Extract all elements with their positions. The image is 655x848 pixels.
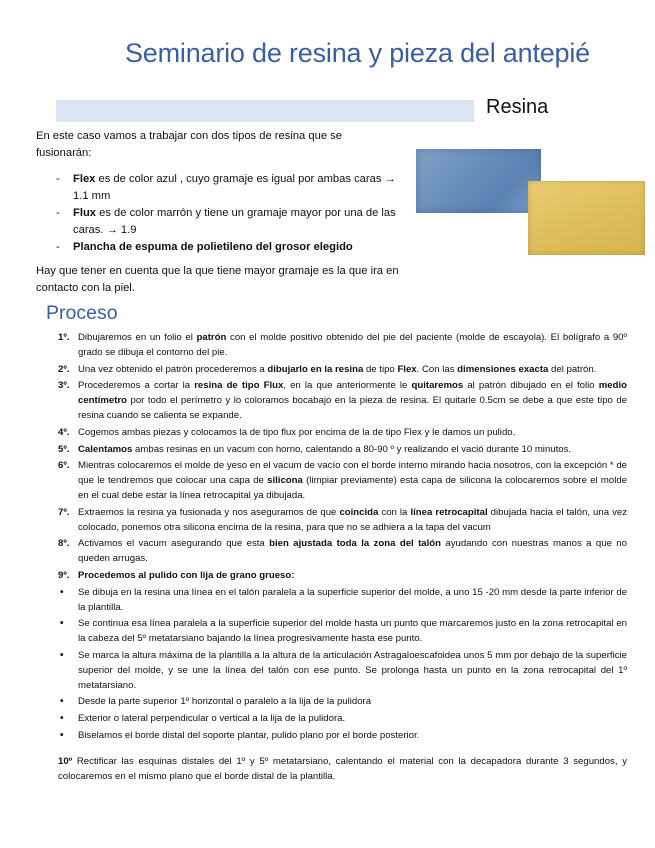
material-description: es de color marrón y tiene un gramaje mayor por una de las caras. → 1.9 bbox=[73, 207, 396, 236]
step-text: ayudando con nuestras manos a que no queden arrugas. bbox=[78, 538, 627, 565]
bullet-item bbox=[58, 586, 627, 616]
step-number: • bbox=[60, 696, 64, 708]
step-text: resina de tipo Flux bbox=[194, 380, 284, 392]
step-item bbox=[58, 363, 627, 378]
bullet-item bbox=[58, 617, 627, 647]
step-number: • bbox=[60, 713, 64, 725]
step-text: del patrón. bbox=[548, 363, 597, 375]
step-number: 3º. bbox=[58, 380, 70, 392]
step-item bbox=[58, 459, 627, 503]
step-number: 9º. bbox=[58, 569, 70, 581]
step-number: 6º. bbox=[58, 460, 70, 472]
section-header-bar bbox=[56, 100, 474, 122]
list-item: - Plancha de espuma de polietileno del grosor elegido bbox=[56, 241, 353, 253]
bullet-item bbox=[58, 712, 627, 727]
step-text: Rectificar las esquinas distales del 1º y 5º metatarsiano, calentando el material con la decapadora durante 3 segundos, y colocaremos en el mismo plano que el borde distal de la plantilla. bbox=[58, 756, 627, 782]
step-number: 1º. bbox=[58, 332, 70, 343]
step-item bbox=[58, 379, 627, 423]
step-item bbox=[58, 426, 627, 441]
list-item: - Flex es de color azul , cuyo gramaje es igual por ambas caras → 1.1 mm bbox=[56, 173, 396, 202]
step-number: • bbox=[60, 618, 64, 630]
step-text: Dibujaremos en un folio el bbox=[78, 332, 197, 343]
note-paragraph: Hay que tener en cuenta que la que tiene mayor gramaje es la que ira en contacto con la piel. bbox=[36, 265, 399, 294]
process-heading: Proceso bbox=[46, 302, 118, 324]
step-text: Se dibuja en la resina una línea en el talón paralela a la superficie superior del molde, a uno 15 -20 mm desde la parte inferior de la plantilla. bbox=[78, 586, 627, 613]
step-text: Procedemos al pulido con lija de grano grueso: bbox=[78, 569, 295, 581]
step-text: por todo el perímetro y lo coloramos bocabajo en la pieza de resina. El quitarle 0.5cm se debe a que este tipo de resina cuando se calienta se expande. bbox=[78, 395, 627, 421]
blue-resin-image bbox=[416, 149, 541, 213]
step-text: Procederemos a cortar la bbox=[78, 380, 195, 392]
material-name: Flux bbox=[73, 207, 96, 219]
step-number: 10º bbox=[58, 756, 73, 767]
step-text: Activamos el vacum asegurando que esta bbox=[78, 538, 270, 550]
step-text: dimensiones exacta bbox=[457, 363, 549, 375]
step-text: dibujada hacia el talón, una vez colocado, ponemos otra silicona encima de la resina, para que no se adhiera a la tapa del vacum bbox=[78, 506, 628, 533]
step-number: 2º. bbox=[58, 363, 70, 375]
page-title: Seminario de resina y pieza del antepié bbox=[125, 38, 590, 68]
step-text: , en la que anteriormente le bbox=[283, 380, 412, 392]
step-text: línea retrocapital bbox=[410, 506, 488, 518]
step-item bbox=[58, 331, 627, 361]
final-step bbox=[58, 755, 627, 785]
step-text: al patrón dibujado en el folio bbox=[463, 380, 599, 392]
step-text: Cogemos ambas piezas y colocamos la de tipo flux por encima de la de tipo Flex y le damos un pulido. bbox=[78, 426, 516, 438]
bullet-item bbox=[58, 649, 627, 693]
step-text: Se marca la altura máxima de la plantilla a la altura de la articulación Astragaloescafoidea unos 5 mm por debajo de la superficie superior del molde, y se une la línea del talón con ese punto. Se prolonga hasta un punto en la zona retrocapital del 1º metatarsiano. bbox=[78, 649, 627, 691]
step-text: con el molde positivo obtenido del pie del paciente (molde de escayola). El bolígrafo a 90º grado se dibuja el contorno del pie. bbox=[78, 332, 628, 358]
step-text: Mientras colocaremos el molde de yeso en el vacum de vacío con el borde interno mirando hacia nosotros, con la excepción * de que le tendremos que colocar una capa de bbox=[78, 460, 627, 487]
bullet-item bbox=[58, 729, 627, 744]
step-number: • bbox=[60, 586, 64, 598]
bullet-item bbox=[58, 695, 627, 710]
step-text: Se continua esa línea paralela a la superficie superior del molde hasta un punto que marcaremos justo en la zona retrocapital en la cabeza del 5º metatarsiano bajando la línea progresivamente hasta ese punto. bbox=[78, 618, 627, 645]
step-item bbox=[58, 506, 627, 536]
step-item bbox=[58, 537, 627, 567]
step-text: patrón bbox=[196, 332, 227, 343]
step-text: Extraemos la resina ya fusionada y nos aseguramos de que bbox=[78, 506, 340, 518]
step-text: bien ajustada toda la zona del talón bbox=[269, 538, 442, 550]
step-text: dibujarlo en la resina bbox=[267, 363, 364, 375]
step-text: medio centímetro bbox=[78, 380, 627, 407]
step-number: 7º. bbox=[58, 506, 70, 518]
step-number: 4º. bbox=[58, 426, 70, 438]
step-text: Una vez obtenido el patrón procederemos a bbox=[78, 363, 268, 375]
step-text: con la bbox=[378, 506, 411, 518]
step-text: Flex bbox=[397, 363, 417, 375]
step-number: • bbox=[60, 649, 64, 661]
material-name: Flex bbox=[73, 173, 96, 185]
list-item: - Flux es de color marrón y tiene un gramaje mayor por una de las caras. → 1.9 bbox=[56, 207, 396, 236]
step-text: ambas resinas en un vacum con horno, calentando a 80-90 º y realizando el vació durante 10 minutos. bbox=[132, 443, 572, 455]
material-name: Plancha de espuma de polietileno del grosor elegido bbox=[73, 241, 353, 253]
step-number: • bbox=[60, 729, 64, 741]
step-item bbox=[58, 443, 627, 458]
step-text: Desde la parte superior 1º horizontal o paralelo a la lija de la pulidora bbox=[78, 696, 372, 708]
step-text: Biselamos el borde distal del soporte plantar, pulido plano por el borde posterior. bbox=[78, 729, 420, 741]
section-title: Resina bbox=[486, 96, 549, 118]
step-text: quitaremos bbox=[411, 380, 464, 392]
material-description: es de color azul , cuyo gramaje es igual por ambas caras → 1.1 mm bbox=[73, 173, 396, 202]
step-text: silicona bbox=[267, 475, 303, 487]
intro-paragraph: En este caso vamos a trabajar con dos tipos de resina que se fusionarán: bbox=[36, 130, 342, 159]
yellow-resin-image bbox=[528, 181, 645, 255]
step-number: 8º. bbox=[58, 538, 70, 550]
step-text: Calentamos bbox=[78, 443, 133, 455]
step-item bbox=[58, 569, 627, 584]
step-text: Exterior o lateral perpendicular o vertical a la lija de la pulidora. bbox=[78, 713, 346, 725]
step-text: coincida bbox=[339, 506, 379, 518]
materials-list bbox=[56, 171, 401, 257]
step-number: 5º. bbox=[58, 443, 70, 455]
step-text: (limpiar previamente) esta capa de silicona la colocaremos sobre el molde en el cual debe estar la línea retrocapital ya dibujada. bbox=[78, 475, 627, 501]
process-steps bbox=[58, 331, 627, 746]
step-text: . Con las bbox=[416, 363, 458, 375]
step-text: de tipo bbox=[363, 363, 398, 375]
